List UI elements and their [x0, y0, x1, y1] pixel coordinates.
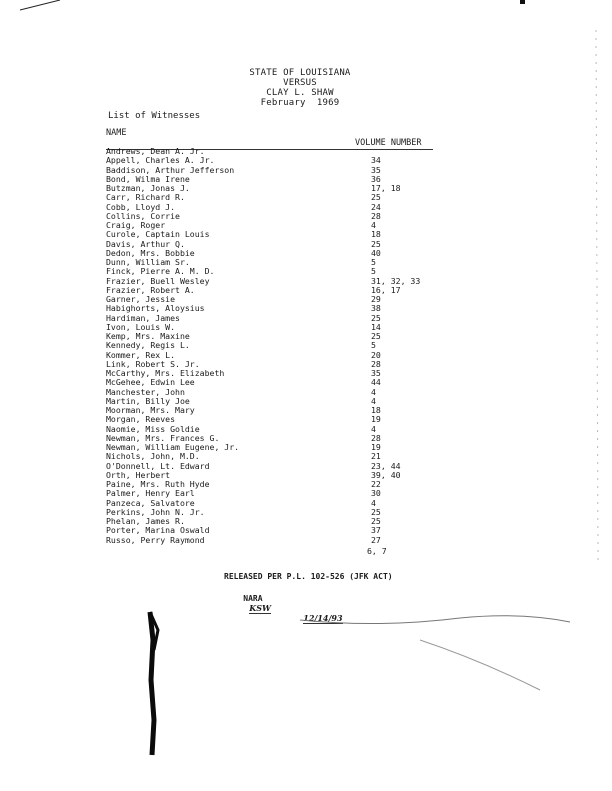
witness-name: Kemp, Mrs. Maxine — [106, 331, 190, 341]
witness-name: Moorman, Mrs. Mary — [106, 405, 195, 415]
witness-volume: 19 — [371, 414, 381, 425]
witness-name: Garner, Jessie — [106, 294, 176, 304]
witness-name: Manchester, John — [106, 386, 185, 397]
witness-volume: 39, 40 — [371, 469, 401, 480]
witness-volume: 25 — [371, 331, 381, 341]
witness-name: Andrews, Dean A. Jr. — [106, 146, 205, 156]
witness-volume: 37 — [371, 525, 381, 536]
list-title: List of Witnesses — [108, 111, 201, 121]
witness-volume: 4 — [371, 395, 376, 406]
witness-volume: 34 — [371, 155, 381, 166]
witness-name: Russo, Perry Raymond — [106, 534, 205, 545]
witness-name: Curole, Captain Louis — [106, 229, 210, 240]
witness-volume: 4 — [371, 423, 376, 434]
witness-volume: 25 — [371, 516, 381, 526]
witness-volume: 31, 32, 33 — [371, 275, 421, 286]
nara-label: NARA — [243, 594, 263, 603]
witness-name: Paine, Mrs. Ruth Hyde — [106, 479, 210, 489]
witness-name: Martin, Billy Joe — [106, 395, 190, 406]
witness-name: Orth, Herbert — [106, 469, 171, 480]
witness-volume: 44 — [371, 377, 381, 388]
witness-volume: 19 — [371, 442, 381, 452]
witness-volume: 14 — [371, 321, 381, 332]
witness-name: Cobb, Lloyd J. — [106, 201, 176, 212]
witness-volume: 5 — [371, 340, 376, 351]
release-stamp-line: RELEASED PER P.L. 102-526 (JFK ACT) — [224, 572, 393, 581]
header-line-state: STATE OF LOUISIANA — [249, 68, 351, 78]
witness-name: Hardiman, James — [106, 312, 180, 323]
witness-volume: 25 — [371, 238, 381, 249]
witness-volume: 4 — [371, 220, 376, 230]
witness-name: Link, Robert S. Jr. — [106, 358, 200, 369]
witness-volume: 16, 17 — [371, 284, 401, 295]
nara-initials: KSW — [249, 603, 271, 613]
witness-name: Bond, Wilma Irene — [106, 173, 190, 184]
witness-volume: 35 — [371, 368, 381, 378]
header-line-versus: VERSUS — [283, 78, 317, 88]
trailing-volume: 6, 7 — [367, 546, 387, 556]
witness-name: McCarthy, Mrs. Elizabeth — [106, 368, 225, 378]
scan-streak — [300, 616, 570, 624]
witness-volume: 30 — [371, 488, 381, 499]
witness-name: McGehee, Edwin Lee — [106, 377, 195, 388]
witness-name: Panzeca, Salvatore — [106, 497, 195, 508]
witness-name: Dunn, William Sr. — [106, 257, 190, 267]
scan-streak-2 — [420, 640, 540, 690]
corner-scratch — [20, 0, 60, 10]
witness-name: Kommer, Rex L. — [106, 349, 176, 360]
witness-name: Porter, Marina Oswald — [106, 525, 210, 536]
witness-name: Newman, William Eugene, Jr. — [106, 442, 240, 452]
witness-volume: 35 — [371, 164, 381, 175]
witness-name: Collins, Corrie — [106, 210, 180, 221]
witness-name: Baddison, Arthur Jefferson — [106, 164, 235, 175]
witness-name: Naomie, Miss Goldie — [106, 423, 200, 434]
column-header-volume: VOLUME NUMBER — [355, 138, 422, 148]
witness-name: O'Donnell, Lt. Edward — [106, 460, 210, 471]
witness-volume: 40 — [371, 247, 381, 258]
witness-volume: 17, 18 — [371, 183, 401, 193]
witness-volume: 5 — [371, 266, 376, 277]
header-line-date: February 1969 — [260, 98, 340, 108]
witness-name: Finck, Pierre A. M. D. — [106, 266, 215, 277]
witness-name: Butzman, Jonas J. — [106, 183, 190, 193]
witness-volume: 38 — [371, 303, 381, 314]
witness-volume: 5 — [371, 257, 376, 267]
binding-mark — [150, 612, 154, 755]
witness-name: Davis, Arthur Q. — [106, 238, 185, 249]
witness-volume: 28 — [371, 358, 381, 369]
witness-name: Kennedy, Regis L. — [106, 340, 190, 351]
witness-name: Appell, Charles A. Jr. — [106, 155, 215, 166]
witness-volume: 25 — [371, 506, 381, 517]
witness-volume: 24 — [371, 201, 381, 212]
witness-volume: 25 — [371, 312, 381, 323]
witness-name: Perkins, John N. Jr. — [106, 506, 205, 517]
witness-volume: 4 — [371, 497, 376, 508]
witness-name: Nichols, John, M.D. — [106, 451, 200, 462]
witness-volume: 23, 44 — [371, 460, 401, 471]
witness-name: Newman, Mrs. Frances G. — [106, 432, 220, 443]
witness-name: Morgan, Reeves — [106, 414, 176, 425]
witness-name: Carr, Richard R. — [106, 192, 185, 203]
edge-noise — [596, 30, 598, 560]
witness-volume: 18 — [371, 405, 381, 415]
witness-volume: 27 — [371, 534, 381, 545]
witness-volume: 22 — [371, 479, 381, 489]
witness-volume: 28 — [371, 210, 381, 221]
witness-volume: 25 — [371, 192, 381, 203]
witness-volume: 36 — [371, 173, 381, 184]
witness-volume: 29 — [371, 294, 381, 304]
column-header-name: NAME — [106, 128, 127, 138]
corner-dot — [520, 0, 525, 4]
witness-name: Frazier, Buell Wesley — [106, 275, 210, 286]
witness-volume: 21 — [371, 451, 381, 462]
witness-name: Palmer, Henry Earl — [106, 488, 195, 499]
witness-name: Phelan, James R. — [106, 516, 185, 526]
witness-volume: 28 — [371, 432, 381, 443]
witness-name: Frazier, Robert A. — [106, 284, 195, 295]
witness-name: Habighorts, Aloysius — [106, 303, 205, 314]
witness-name: Craig, Roger — [106, 220, 166, 230]
header-line-defendant: CLAY L. SHAW — [266, 88, 334, 98]
witness-volume: 4 — [371, 386, 376, 397]
witness-name: Dedon, Mrs. Bobbie — [106, 247, 195, 258]
witness-name: Ivon, Louis W. — [106, 321, 176, 332]
witness-volume: 20 — [371, 349, 381, 360]
nara-date: 12/14/93 — [303, 613, 343, 623]
witness-volume: 18 — [371, 229, 381, 240]
